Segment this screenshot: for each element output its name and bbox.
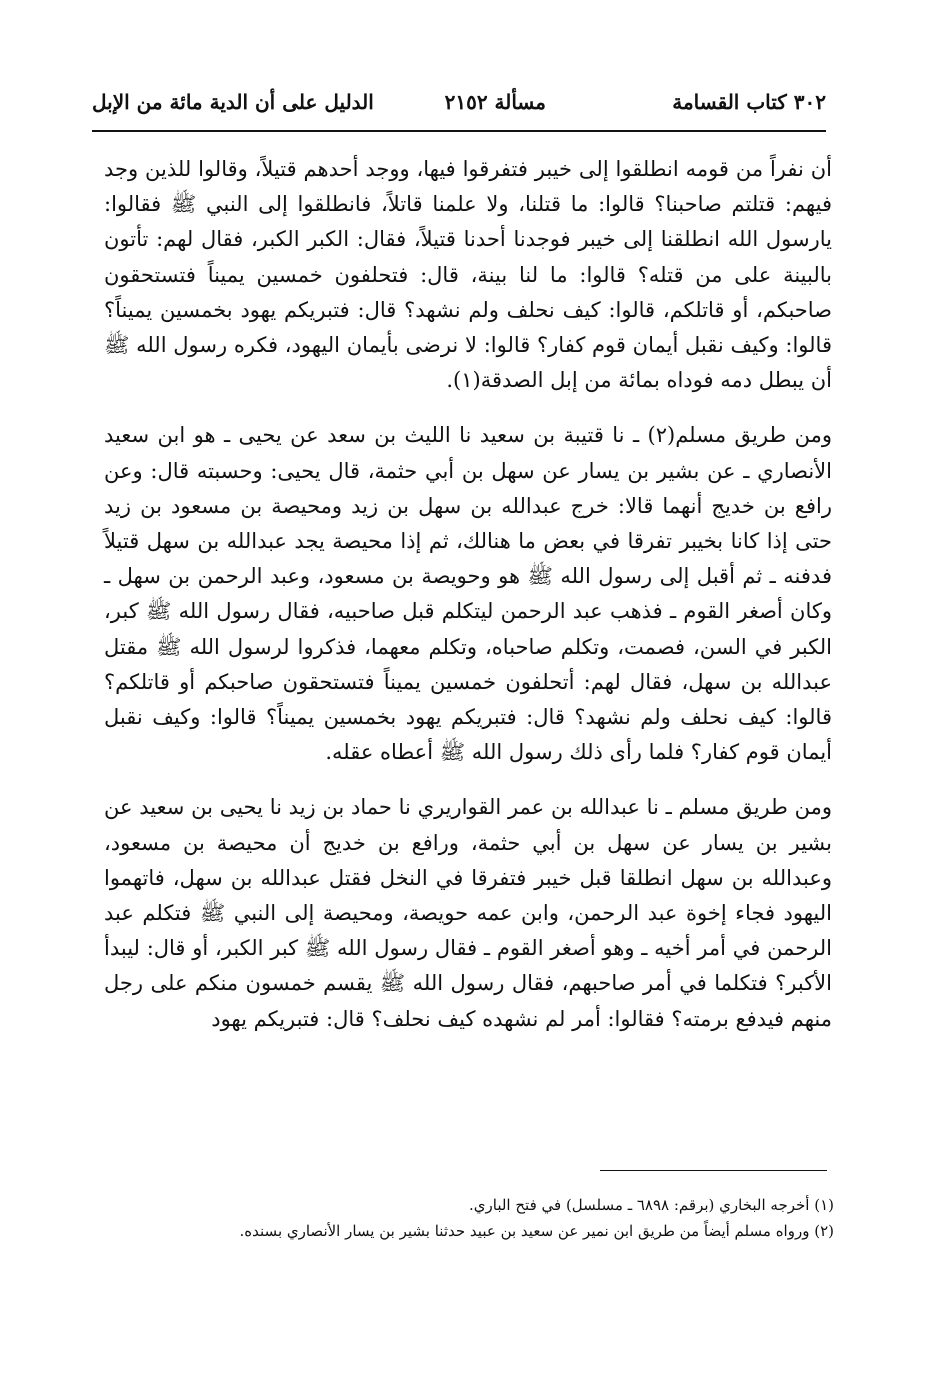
header-rule (92, 130, 826, 132)
main-text (104, 152, 832, 1037)
issue-number: مسألة ٢١٥٢ (444, 90, 546, 114)
paragraph: أن نفراً من قومه انطلقوا إلى خيبر فتفرقوا فيها، ووجد أحدهم قتيلاً، وقالوا للذين وجد فيهم: قتلتم صاحبنا؟ قالوا: ما قتلنا، ولا علمنا قاتلاً، فانطلقوا إلى النبي ﷺ فقالوا: يارسول الله انطلقنا إلى خيبر فوجدنا أحدنا قتيلاً، فقال: الكبر الكبر، فقال لهم: تأتون بالبينة على من قتله؟ قالوا: ما لنا بينة، قال: فتحلفون خمسين يميناً فتستحقون صاحبكم، أو قاتلكم، قالوا: كيف نحلف ولم نشهد؟ قال: فتبريكم يهود بخمسين يميناً؟ قالوا: وكيف نقبل أيمان قوم كفار؟ قالوا: لا نرضى بأيمان اليهود، فكره رسول الله ﷺ أن يبطل دمه فوداه بمائة من إبل الصدقة(١). (104, 157, 832, 393)
footnotes (170, 1192, 834, 1244)
footnote-rule (600, 1170, 827, 1171)
paragraph: ومن طريق مسلم(٢) ـ نا قتيبة بن سعيد نا الليث بن سعد عن يحيى ـ هو ابن سعيد الأنصاري ـ عن بشير بن يسار عن سهل بن أبي حثمة، قال يحيى: وحسبته قال: وعن رافع بن خديج أنهما قالا: خرج عبدالله بن سهل بن زيد ومحيصة بن مسعود بن زيد حتى إذا كانا بخيبر تفرقا في بعض ما هنالك، ثم إذا محيصة يجد عبدالله بن سهل قتيلاً فدفنه ـ ثم أقبل إلى رسول الله ﷺ هو وحويصة بن مسعود، وعبد الرحمن بن سهل ـ وكان أصغر القوم ـ فذهب عبد الرحمن ليتكلم قبل صاحبيه، فقال رسول الله ﷺ كبر، الكبر في السن، فصمت، وتكلم صاحباه، وتكلم معهما، فذكروا لرسول الله ﷺ مقتل عبدالله بن سهل، فقال لهم: أتحلفون خمسين يميناً فتستحقون صاحبكم أو قاتلكم؟ قالوا: كيف نحلف ولم نشهد؟ قال: فتبريكم يهود بخمسين يميناً؟ قالوا: وكيف نقبل أيمان قوم كفار؟ فلما رأى ذلك رسول الله ﷺ أعطاه عقله. (104, 423, 832, 765)
footnote: (١) أخرجه البخاري (برقم: ٦٨٩٨ ـ مسلسل) في فتح الباري. (469, 1196, 834, 1214)
paragraph: ومن طريق مسلم ـ نا عبدالله بن عمر القواريري نا حماد بن زيد نا يحيى بن سعيد عن بشير بن يسار عن سهل بن أبي حثمة، ورافع بن خديج أن محيصة بن مسعود، وعبدالله بن سهل انطلقا قبل خيبر فتفرقا في النخل فقتل عبدالله بن سهل، فاتهموا اليهود فجاء إخوة عبد الرحمن، وابن عمه حويصة، ومحيصة إلى النبي ﷺ فتكلم عبد الرحمن في أمر أخيه ـ وهو أصغر القوم ـ فقال رسول الله ﷺ كبر الكبر، أو قال: ليبدأ الأكبر؟ فتكلما في أمر صاحبهم، فقال رسول الله ﷺ يقسم خمسون منكم على رجل منهم فيدفع برمته؟ فقالوا: أمر لم نشهده كيف نحلف؟ قال: فتبريكم يهود (104, 795, 832, 1031)
page-number-chapter: ٣٠٢ كتاب القسامة (672, 90, 826, 114)
footnote: (٢) ورواه مسلم أيضاً من طريق ابن نمير عن سعيد بن عبيد حدثنا بشير بن يسار الأنصاري بسنده. (239, 1222, 834, 1240)
section-topic: الدليل على أن الدية مائة من الإبل (92, 90, 374, 114)
running-header (92, 88, 826, 122)
